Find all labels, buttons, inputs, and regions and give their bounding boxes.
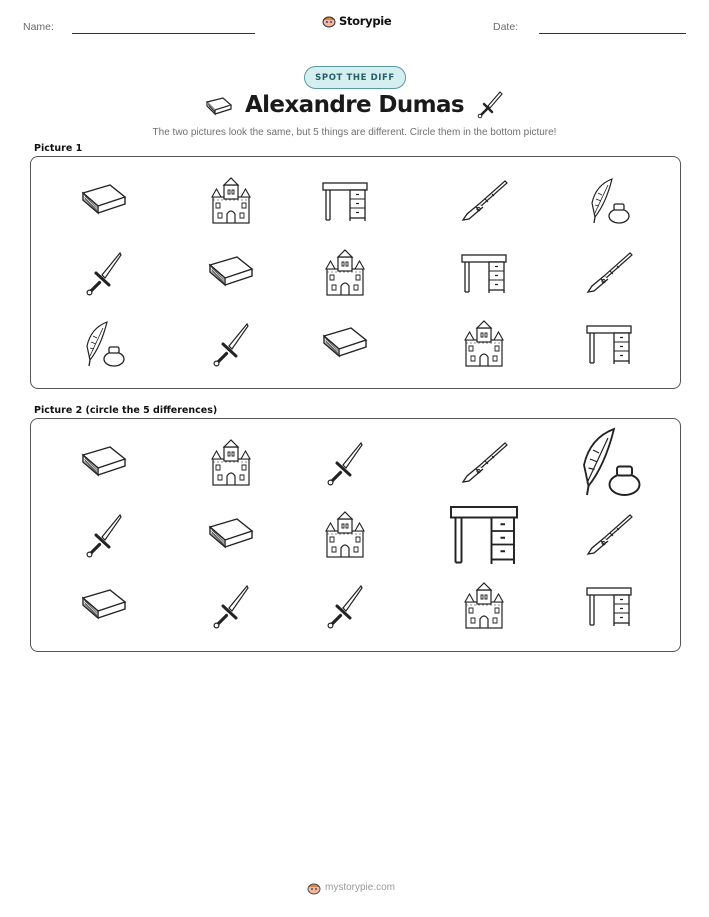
picture2-label: Picture 2 (circle the 5 differences): [34, 405, 218, 416]
quill-ink-icon: [81, 320, 127, 368]
p2-book-r2c2[interactable]: [195, 504, 267, 566]
p1-book-r2c2: [195, 242, 267, 304]
p1-castle-r1c2: [195, 170, 267, 232]
p1-castle-r2c3: [309, 242, 381, 304]
musket-icon: [584, 512, 634, 558]
p2-desk-r2c4[interactable]: [436, 494, 532, 574]
book-icon: [79, 181, 129, 221]
musket-icon: [459, 178, 509, 224]
castle-icon: [323, 249, 367, 297]
p1-castle-r3c4: [448, 313, 520, 375]
instructions: The two pictures look the same, but 5 things are different. Circle them in the bottom picture!: [152, 127, 557, 138]
sword-icon: [325, 583, 365, 629]
picture1-label: Picture 1: [34, 143, 83, 154]
p1-desk-r3c5: [573, 313, 645, 375]
desk-icon: [585, 322, 633, 366]
p2-book-r3c1[interactable]: [68, 575, 140, 637]
p1-desk-r2c4: [448, 242, 520, 304]
picture1-panel: [30, 156, 681, 389]
sword-icon: [84, 512, 124, 558]
p2-musket-r2c5[interactable]: [573, 504, 645, 566]
spot-the-diff-tag: SPOT THE DIFF: [304, 66, 406, 89]
pie-mascot-icon: [307, 880, 321, 895]
p1-desk-r1c3: [309, 170, 381, 232]
p2-castle-r2c3[interactable]: [309, 504, 381, 566]
castle-icon: [462, 582, 506, 630]
worksheet-title: Alexandre Dumas: [244, 92, 465, 118]
p1-quill-ink-r1c5: [573, 170, 645, 232]
p1-quill-ink-r3c1: [68, 313, 140, 375]
p2-sword-r2c1[interactable]: [68, 504, 140, 566]
p2-sword-r3c2[interactable]: [195, 575, 267, 637]
footer: [307, 880, 395, 895]
desk-icon: [321, 179, 369, 223]
pie-mascot-icon: [322, 13, 336, 28]
date-field[interactable]: [539, 33, 686, 34]
p2-sword-r3c3[interactable]: [309, 575, 381, 637]
castle-icon: [209, 177, 253, 225]
p2-castle-r3c4[interactable]: [448, 575, 520, 637]
p2-sword-r1c3[interactable]: [309, 432, 381, 494]
desk-icon: [448, 501, 520, 567]
brand-logo: [322, 13, 391, 28]
p2-quill-ink-r1c5[interactable]: [561, 422, 657, 502]
castle-icon: [323, 511, 367, 559]
desk-icon: [460, 251, 508, 295]
p2-musket-r1c4[interactable]: [448, 432, 520, 494]
desk-icon: [585, 584, 633, 628]
musket-icon: [584, 250, 634, 296]
book-icon: [320, 324, 370, 364]
book-icon: [79, 443, 129, 483]
p1-book-r3c3: [309, 313, 381, 375]
sword-icon: [211, 583, 251, 629]
book-icon: [206, 253, 256, 293]
musket-icon: [459, 440, 509, 486]
book-icon: [79, 586, 129, 626]
p1-sword-r3c2: [195, 313, 267, 375]
sword-icon: [211, 321, 251, 367]
quill-ink-icon: [586, 177, 632, 225]
castle-icon: [462, 320, 506, 368]
p2-book-r1c1[interactable]: [68, 432, 140, 494]
name-field[interactable]: [72, 33, 255, 34]
book-icon: [206, 515, 256, 555]
p1-book-r1c1: [68, 170, 140, 232]
p2-castle-r1c2[interactable]: [195, 432, 267, 494]
date-label: Date:: [493, 21, 519, 33]
sword-icon: [325, 440, 365, 486]
brand-name: Storypie: [339, 13, 392, 28]
name-label: Name:: [23, 21, 54, 33]
p2-desk-r3c5[interactable]: [573, 575, 645, 637]
p1-sword-r2c1: [68, 242, 140, 304]
p1-musket-r2c5: [573, 242, 645, 304]
quill-ink-icon: [575, 426, 644, 498]
footer-url[interactable]: mystorypie.com: [325, 882, 396, 893]
sword-icon: [476, 90, 504, 120]
sword-icon: [84, 250, 124, 296]
p1-musket-r1c4: [448, 170, 520, 232]
picture2-panel[interactable]: [30, 418, 681, 652]
castle-icon: [209, 439, 253, 487]
